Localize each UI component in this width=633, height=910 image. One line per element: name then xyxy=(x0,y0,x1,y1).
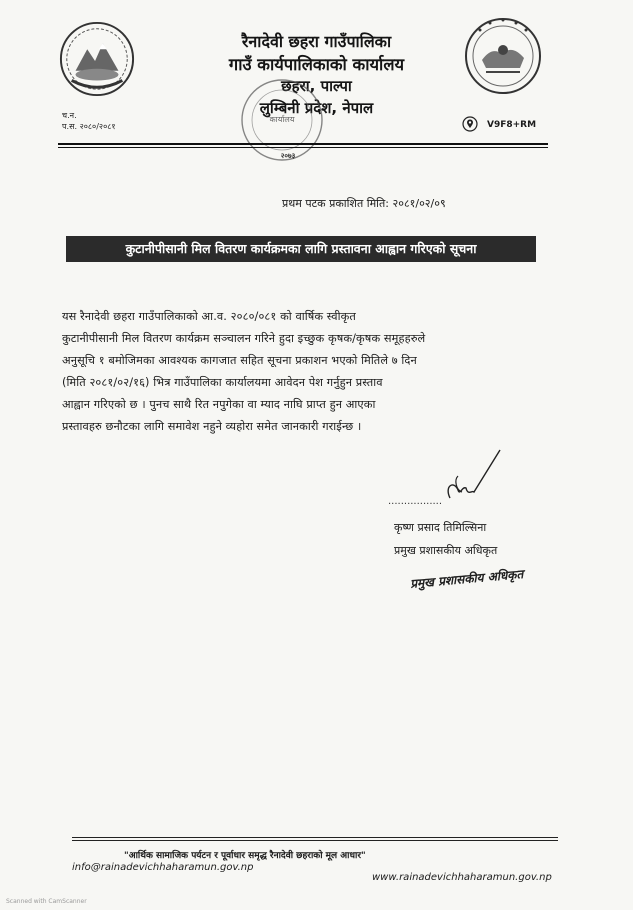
signatory-name: कृष्ण प्रसाद तिमिल्सिना xyxy=(394,521,487,534)
footer-divider xyxy=(72,837,558,838)
handwritten-signature xyxy=(388,446,528,510)
body-line: अनुसूचि १ बमोजिमका आवश्यक कागजात सहित सूचना प्रकाशन भएको मितिले ७ दिन xyxy=(62,354,417,367)
footer-divider-thin xyxy=(72,840,558,841)
header-province: लुम्बिनी प्रदेश, नेपाल xyxy=(259,99,374,117)
footer-motto: "आर्थिक सामाजिक पर्यटन र पूर्वाधार समृद्ध रैनादेवी छहराको मूल आधार" xyxy=(124,851,366,861)
svg-text:कार्यालय: कार्यालय xyxy=(269,115,295,124)
plus-code: V9F8+RM xyxy=(487,120,537,130)
svg-text:.................: ................. xyxy=(388,496,443,507)
body-line: प्रस्तावहरु छनौटका लागि समावेश नहुने व्यहोरा समेत जानकारी गराईन्छ । xyxy=(62,420,362,433)
header-municipality-name: रैनादेवी छहरा गाउँपालिका xyxy=(241,32,392,51)
header-location: छहरा, पाल्पा xyxy=(281,77,352,95)
header-divider-thin xyxy=(58,147,548,148)
footer-email: info@rainadevichhaharamun.gov.np xyxy=(72,862,254,873)
scanner-watermark: Scanned with CamScanner xyxy=(6,898,87,905)
body-line: यस रैनादेवी छहरा गाउँपालिकाको आ.व. २०८०/०८१ को वार्षिक स्वीकृत xyxy=(62,310,356,323)
svg-text:२०७३: २०७३ xyxy=(280,152,296,160)
designation-stamp: प्रमुख प्रशासकीय अधिकृत xyxy=(409,567,524,591)
office-stamp-seal xyxy=(236,74,328,166)
body-line: कुटानीपीसानी मिल वितरण कार्यक्रम सञ्चालन गरिने हुदा इच्छुक कृषक/कृषक समूहहरुले xyxy=(62,332,426,345)
footer-website: www.rainadevichhaharamun.gov.np xyxy=(372,872,552,883)
body-line: आह्वान गरिएको छ । पुनच साथै रित नपुगेका वा म्याद नाघि प्राप्त हुन आएका xyxy=(62,398,376,411)
notice-title: कुटानीपीसानी मिल वितरण कार्यक्रमका लागि प्रस्तावना आह्वान गरिएको सूचना xyxy=(125,241,477,256)
publish-date: प्रथम पटक प्रकाशित मिति: २०८१/०२/०९ xyxy=(282,197,446,210)
header-office-name: गाउँ कार्यपालिकाको कार्यालय xyxy=(228,55,405,74)
reference-cha-number: च.न. xyxy=(62,111,77,120)
location-pin-icon xyxy=(462,116,478,132)
signatory-title: प्रमुख प्रशासकीय अधिकृत xyxy=(394,544,498,557)
header-divider-thick xyxy=(58,143,548,145)
reference-pa-number: प.स. २०८०/२०८१ xyxy=(62,122,116,131)
body-line: (मिति २०८१/०२/१६) भित्र गाउँपालिका कार्यालयमा आवेदन पेश गर्नुहुन प्रस्ताव xyxy=(62,376,383,389)
